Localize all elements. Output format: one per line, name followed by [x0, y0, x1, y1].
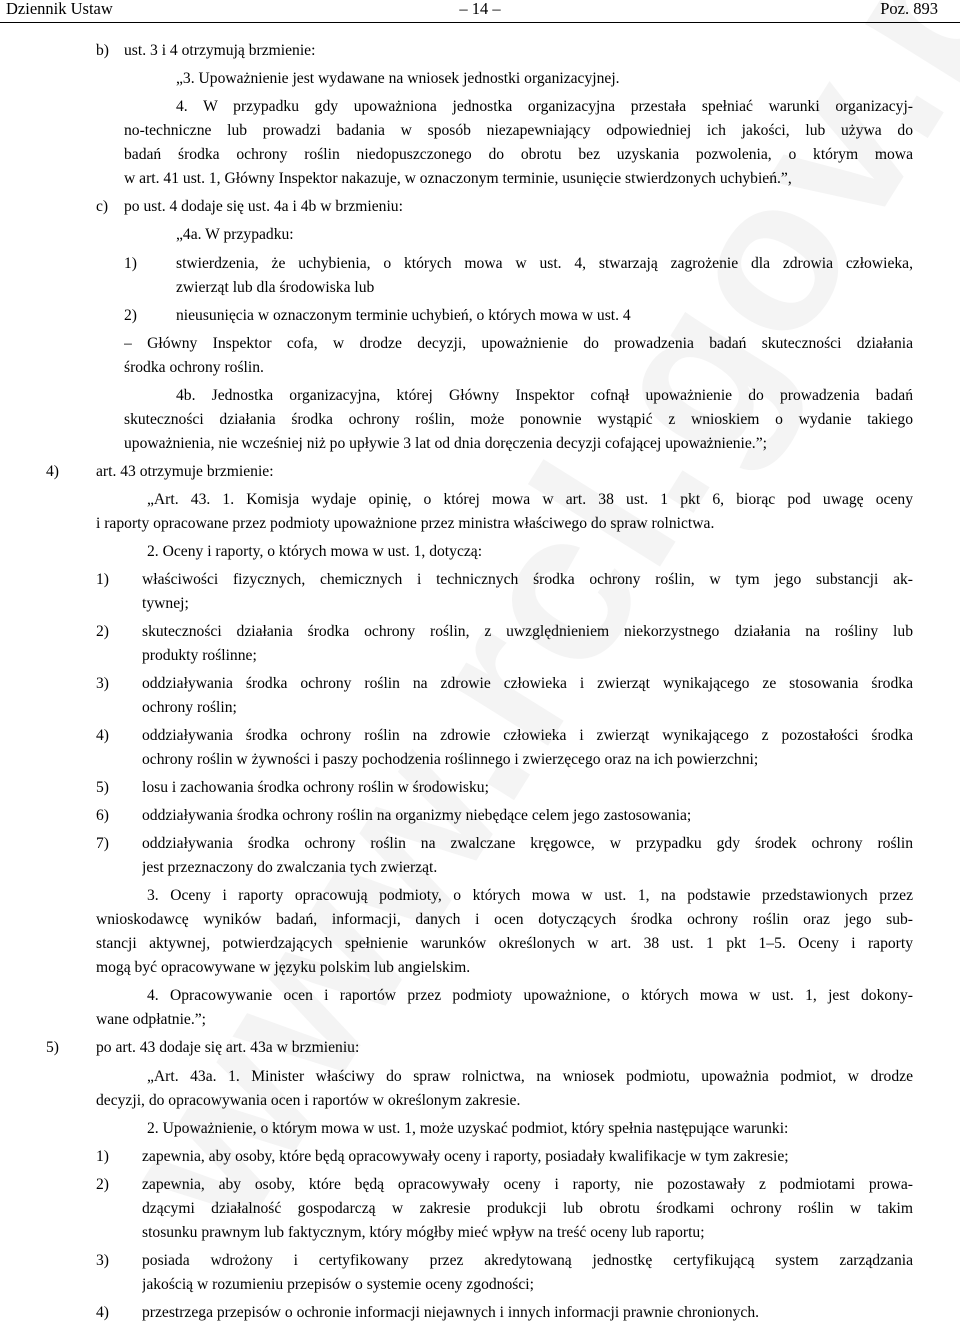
page-header — [0, 0, 960, 23]
list-marker: 3) — [96, 1252, 109, 1269]
text-line: no-techniczne lub prowadzi badania w sposób niezapewniający odpowiedniej ich jakości, lub używa do — [124, 122, 913, 139]
text-line: posiada wdrożony i certyfikowany przez akredytowaną jednostkę certyfikującą system zarządzania — [142, 1252, 913, 1269]
text-line: 2. Upoważnienie, o którym mowa w ust. 1, może uzyskać podmiot, który spełnia następujące warunki: — [147, 1120, 789, 1137]
text-line: skuteczności działania środka ochrony roślin, z uwzględnieniem niekorzystnego działania na rośliny lub — [142, 623, 913, 640]
list-marker: 5) — [46, 1039, 59, 1056]
text-line: „3. Upoważnienie jest wydawane na wniosek jednostki organizacyjnej. — [176, 70, 620, 87]
position-number: Poz. 893 — [880, 0, 938, 18]
text-line: „Art. 43a. 1. Minister właściwy do spraw rolnictwa, na wniosek podmiotu, upoważnia podmiot, w drodze — [147, 1068, 913, 1085]
text-line: zapewnia, aby osoby, które będą opracowywały oceny i raporty, nie pozostawały z podmiotami prowa- — [142, 1176, 913, 1193]
list-marker: 5) — [96, 779, 109, 796]
text-line: jest przeznaczony do zwalczania tych zwierząt. — [142, 859, 438, 876]
text-line: w art. 41 ust. 1, Główny Inspektor nakazuje, w oznaczonym terminie, usunięcie stwierdzonych uchybień.”, — [124, 170, 792, 187]
text-line: wnioskodawcę wyników badań, informacji, danych i ocen dotyczących środka ochrony roślin oraz jego sub- — [96, 911, 913, 928]
text-line: po art. 43 dodaje się art. 43a w brzmieniu: — [96, 1039, 360, 1056]
page-number: – 14 – — [459, 0, 501, 18]
list-marker: 1) — [96, 1148, 109, 1165]
text-line: „4a. W przypadku: — [176, 226, 294, 243]
text-line: decyzji, do opracowywania ocen i raportów w określonym zakresie. — [96, 1092, 521, 1109]
text-line: przestrzega przepisów o ochronie informacji niejawnych i innych informacji prawnie chronionych. — [142, 1304, 760, 1321]
list-marker: 1) — [124, 255, 137, 272]
text-line: oddziaływania środka ochrony roślin na zwalczane kręgowce, w przypadku gdy środek ochrony roślin — [142, 835, 913, 852]
text-line: zwierząt lub dla środowiska lub — [176, 279, 375, 296]
text-line: „Art. 43. 1. Komisja wydaje opinię, o której mowa w art. 38 ust. 1 pkt 6, biorąc pod uwagę oceny — [147, 491, 913, 508]
list-marker: 1) — [96, 571, 109, 588]
text-line: stosunku prawnym lub faktycznym, który mógłby mieć wpływ na treść oceny lub raportu; — [142, 1224, 705, 1241]
text-line: art. 43 otrzymuje brzmienie: — [96, 463, 274, 480]
text-line: oddziaływania środka ochrony roślin na organizmy niebędące celem jego zastosowania; — [142, 807, 692, 824]
text-line: tywnej; — [142, 595, 189, 612]
text-line: ochrony roślin w żywności i paszy pochodzenia roślinnego i zwierzęcego oraz na ich powierzchni; — [142, 751, 759, 768]
text-line: i raporty opracowane przez podmioty upoważnione przez ministra właściwego do spraw rolnictwa. — [96, 515, 715, 532]
text-line: stwierdzenia, że uchybienia, o których mowa w ust. 4, stwarzają zagrożenie dla zdrowia człowieka, — [176, 255, 913, 272]
text-line: 4b. Jednostka organizacyjna, której Główny Inspektor cofnął upoważnienie do prowadzenia badań — [176, 387, 913, 404]
journal-title: Dziennik Ustaw — [6, 0, 113, 18]
text-line: 3. Oceny i raporty opracowują podmioty, o których mowa w ust. 1, na podstawie przedstawionych przez — [147, 887, 913, 904]
text-line: upoważnienia, nie wcześniej niż po upływie 3 lat od dnia doręczenia decyzji cofającej upoważnienie.”; — [124, 435, 767, 452]
text-line: dzącymi działalność gospodarczą w zakresie produkcji lub obrotu środkami ochrony roślin w takim — [142, 1200, 913, 1217]
text-line: wane odpłatnie.”; — [96, 1011, 206, 1028]
text-line: ochrony roślin; — [142, 699, 237, 716]
text-line: właściwości fizycznych, chemicznych i technicznych środka ochrony roślin, w tym jego substancji ak- — [142, 571, 913, 588]
list-marker: 4) — [96, 1304, 109, 1321]
text-line: – Główny Inspektor cofa, w drodze decyzji, upoważnienie do prowadzenia badań skuteczności działania — [124, 335, 913, 352]
text-line: 2. Oceny i raporty, o których mowa w ust. 1, dotyczą: — [147, 543, 483, 560]
text-line: produkty roślinne; — [142, 647, 257, 664]
text-line: skuteczności działania środka ochrony roślin, może ponownie wystąpić z wnioskiem o wydanie takiego — [124, 411, 913, 428]
text-line: 4. Opracowywanie ocen i raportów przez podmioty upoważnione, o których mowa w ust. 1, jest dokony- — [147, 987, 913, 1004]
list-marker: 2) — [124, 307, 137, 324]
list-marker: b) — [96, 42, 109, 59]
text-line: mogą być opracowywane w języku polskim lub angielskim. — [96, 959, 471, 976]
list-marker: 2) — [96, 1176, 109, 1193]
text-line: zapewnia, aby osoby, które będą opracowywały oceny i raporty, posiadały kwalifikacje w tym zakresie; — [142, 1148, 789, 1165]
text-line: ust. 3 i 4 otrzymują brzmienie: — [124, 42, 316, 59]
list-marker: 4) — [46, 463, 59, 480]
text-line: jakością w rozumieniu przepisów o systemie oceny zgodności; — [142, 1276, 534, 1293]
list-marker: 2) — [96, 623, 109, 640]
text-line: po ust. 4 dodaje się ust. 4a i 4b w brzmieniu: — [124, 198, 403, 215]
text-line: 4. W przypadku gdy upoważniona jednostka organizacyjna przestała spełniać warunki organizacyj- — [176, 98, 913, 115]
text-line: środka ochrony roślin. — [124, 359, 264, 376]
text-line: badań środka ochrony roślin niedopuszczonego do obrotu bez uzyskania pozwolenia, o którym mowa — [124, 146, 913, 163]
text-line: oddziaływania środka ochrony roślin na zdrowie człowieka i zwierząt wynikającego z pozostałości środka — [142, 727, 913, 744]
text-line: stancji aktywnej, potwierdzających spełnienie warunków określonych w art. 38 ust. 1 pkt 1–5. Oceny i raporty — [96, 935, 913, 952]
text-line: oddziaływania środka ochrony roślin na zdrowie człowieka i zwierząt wynikającego ze stosowania środka — [142, 675, 913, 692]
list-marker: 4) — [96, 727, 109, 744]
list-marker: 7) — [96, 835, 109, 852]
text-line: losu i zachowania środka ochrony roślin w środowisku; — [142, 779, 489, 796]
text-line: nieusunięcia w oznaczonym terminie uchybień, o których mowa w ust. 4 — [176, 307, 631, 324]
list-marker: c) — [96, 198, 109, 215]
list-marker: 6) — [96, 807, 109, 824]
list-marker: 3) — [96, 675, 109, 692]
